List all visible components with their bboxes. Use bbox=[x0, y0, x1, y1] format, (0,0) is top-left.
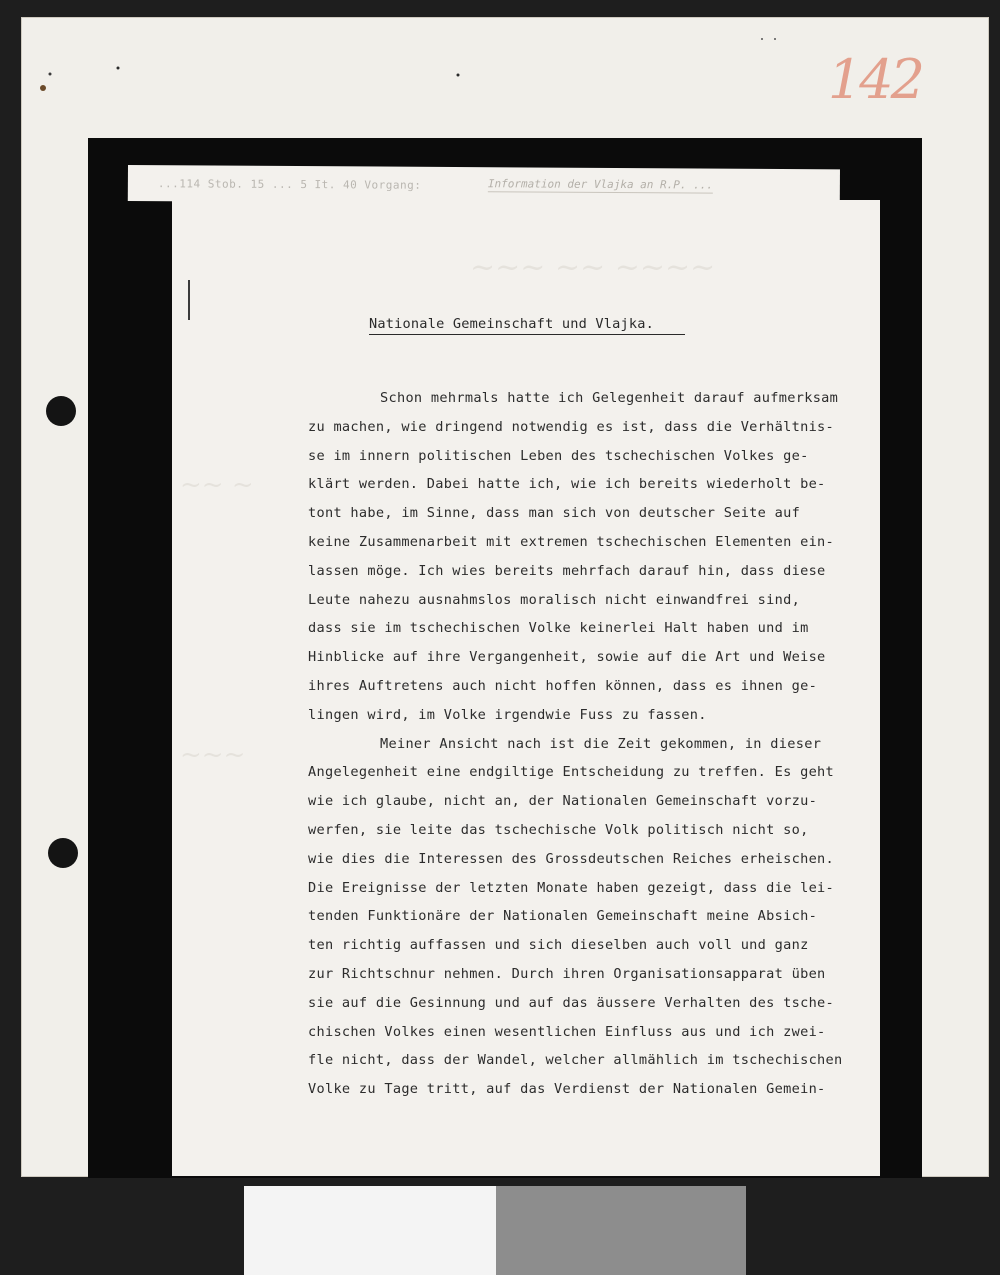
handwritten-page-number: 142 bbox=[827, 48, 922, 111]
body-line: Hinblicke auf ihre Vergangenheit, sowie auf die Art und Weise bbox=[308, 649, 826, 666]
body-line: wie ich glaube, nicht an, der Nationalen Gemeinschaft vorzu- bbox=[308, 793, 818, 810]
body-line: keine Zusammenarbeit mit extremen tschechischen Elementen ein- bbox=[308, 533, 835, 550]
body-line: tenden Funktionäre der Nationalen Gemeinschaft meine Absich- bbox=[308, 908, 818, 925]
bleed-through-handwriting: ~~ ~ bbox=[180, 470, 254, 500]
body-line: zur Richtschnur nehmen. Durch ihren Organisationsapparat üben bbox=[308, 965, 826, 982]
calibration-patch-white bbox=[244, 1186, 496, 1275]
document-title: Nationale Gemeinschaft und Vlajka. bbox=[369, 316, 685, 335]
bleed-through-handwriting: ~~~ bbox=[180, 740, 246, 770]
body-line: lassen möge. Ich wies bereits mehrfach darauf hin, dass diese bbox=[308, 562, 826, 579]
body-line: Die Ereignisse der letzten Monate haben gezeigt, dass die lei- bbox=[308, 879, 835, 896]
strip-subject-text: Information der Vlajka an R.P. ... bbox=[487, 177, 714, 192]
body-line: ten richtig auffassen und sich dieselben auch voll und ganz bbox=[308, 937, 809, 954]
body-line: Volke zu Tage tritt, auf das Verdienst der Nationalen Gemein- bbox=[308, 1081, 826, 1098]
punch-hole-top bbox=[46, 396, 76, 426]
body-line: zu machen, wie dringend notwendig es ist, dass die Verhältnis- bbox=[308, 418, 835, 435]
body-line: sie auf die Gesinnung und auf das äussere Verhalten des tsche- bbox=[308, 994, 835, 1011]
calibration-patch-gray bbox=[496, 1186, 746, 1275]
body-line: Schon mehrmals hatte ich Gelegenheit darauf aufmerksam bbox=[380, 390, 839, 406]
margin-line-mark bbox=[188, 280, 190, 320]
reference-strip bbox=[128, 165, 840, 205]
body-line: tont habe, im Sinne, dass man sich von deutscher Seite auf bbox=[308, 505, 801, 522]
body-line: Leute nahezu ausnahmslos moralisch nicht einwandfrei sind, bbox=[308, 591, 801, 608]
strip-reference-text: ...114 Stob. 15 ... 5 It. 40 Vorgang: bbox=[157, 177, 422, 192]
document-body bbox=[308, 384, 868, 1104]
bleed-through-handwriting: ~~~ ~~ ~~~~ bbox=[470, 250, 716, 285]
body-line: fle nicht, dass der Wandel, welcher allmählich im tschechischen bbox=[308, 1052, 843, 1069]
body-line: Meiner Ansicht nach ist die Zeit gekommen, in dieser bbox=[380, 735, 822, 752]
body-line: dass sie im tschechischen Volke keinerlei Halt haben und im bbox=[308, 620, 809, 637]
body-line: Angelegenheit eine endgiltige Entscheidung zu treffen. Es geht bbox=[308, 764, 835, 781]
body-line: chischen Volkes einen wesentlichen Einfluss aus und ich zwei- bbox=[308, 1023, 826, 1040]
body-line: wie dies die Interessen des Grossdeutschen Reiches erheischen. bbox=[308, 850, 835, 867]
body-line: lingen wird, im Volke irgendwie Fuss zu fassen. bbox=[308, 706, 707, 723]
body-line: werfen, sie leite das tschechische Volk politisch nicht so, bbox=[308, 821, 809, 838]
punch-hole-bottom bbox=[48, 838, 78, 868]
body-line: se im innern politischen Leben des tschechischen Volkes ge- bbox=[308, 447, 809, 464]
body-line: klärt werden. Dabei hatte ich, wie ich bereits wiederholt be- bbox=[308, 476, 826, 493]
body-line: ihres Auftretens auch nicht hoffen können, dass es ihnen ge- bbox=[308, 677, 818, 694]
